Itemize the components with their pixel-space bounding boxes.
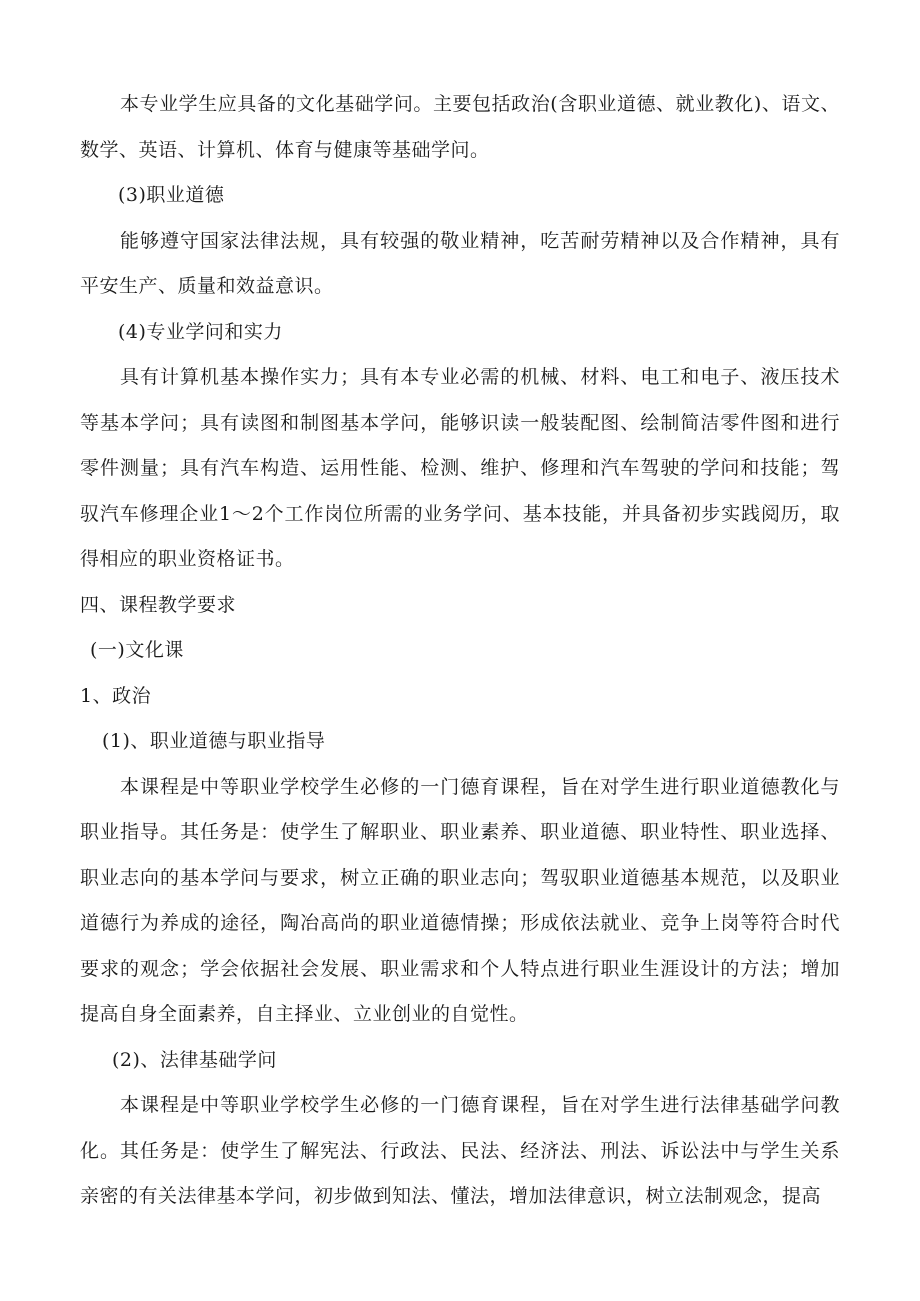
paragraph-cultural-knowledge: 本专业学生应具备的文化基础学问。主要包括政治(含职业道德、就业教化)、语文、数学、英语、计算机、体育与健康等基础学问。 [80,93,840,161]
heading-ethics-guidance: (1)、职业道德与职业指导 [102,730,326,752]
paragraph-ethics: 能够遵守国家法律法规，具有较强的敬业精神，吃苦耐劳精神以及合作精神，具有平安生产、质量和效益意识。 [80,229,840,297]
paragraph-ability: 具有计算机基本操作实力；具有本专业必需的机械、材料、电工和电子、液压技术等基本学问；具有读图和制图基本学问，能够识读一般装配图、绘制简洁零件图和进行零件测量；具有汽车构造、运用性能、检测、维护、修理和汽车驾驶的学问和技能；驾驭汽车修理企业1～2个工作岗位所需的业务学问、基本技能，并具备初步实践阅历，取得相应的职业资格证书。 [80,366,840,570]
paragraph-law-basics: 本课程是中等职业学校学生必修的一门德育课程，旨在对学生进行法律基础学问教化。其任务是：使学生了解宪法、行政法、民法、经济法、刑法、诉讼法中与学生关系亲密的有关法律基本学问，初步做到知法、懂法，增加法律意识，树立法制观念，提高 [80,1094,840,1207]
heading-professional-ethics: (3)职业道德 [118,184,225,206]
heading-course-requirements: 四、课程教学要求 [80,593,237,616]
paragraph-ethics-guidance: 本课程是中等职业学校学生必修的一门德育课程，旨在对学生进行职业道德教化与职业指导。其任务是：使学生了解职业、职业素养、职业道德、职业特性、职业选择、职业志向的基本学问与要求，树立正确的职业志向；驾驭职业道德基本规范，以及职业道德行为养成的途径，陶冶高尚的职业道德情操；形成依法就业、竞争上岗等符合时代要求的观念；学会依据社会发展、职业需求和个人特点进行职业生涯设计的方法；增加提高自身全面素养，自主择业、立业创业的自觉性。 [80,775,840,1025]
heading-politics: 1、政治 [80,684,152,707]
heading-culture-courses: (一)文化课 [90,639,184,661]
heading-professional-ability: (4)专业学问和实力 [118,320,283,343]
heading-law-basics: (2)、法律基础学问 [112,1048,277,1071]
